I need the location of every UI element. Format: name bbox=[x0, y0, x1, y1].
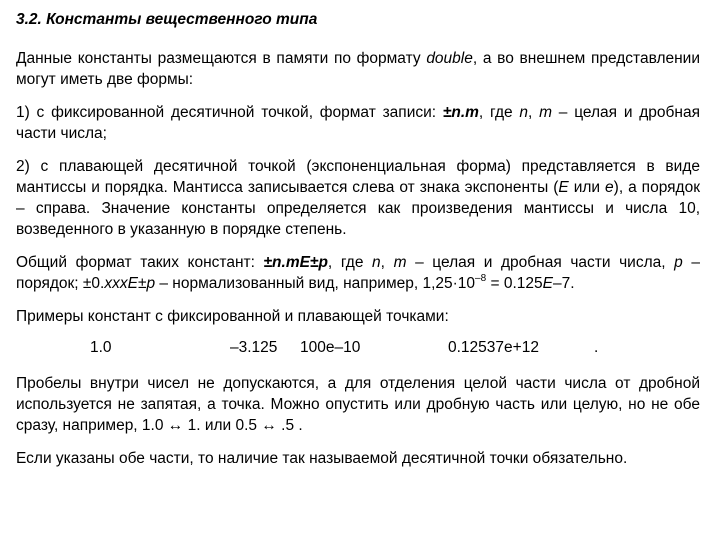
intro-text-2: , а во внешнем представлении могут иметь две формы: bbox=[16, 50, 700, 88]
float-text-2: или bbox=[568, 179, 606, 196]
fixed-format: ±n.m bbox=[442, 104, 479, 121]
gen-text-4: – целая и дробная части числа, bbox=[406, 254, 675, 271]
fixed-m: m bbox=[539, 104, 553, 121]
examples-row bbox=[16, 337, 700, 363]
fixed-text-3: , bbox=[528, 104, 540, 121]
paragraph-examples-intro: Примеры констант с фиксированной и плавающей точками: bbox=[16, 308, 449, 325]
example-2: –3.125 bbox=[230, 339, 278, 356]
gen-text-2: , где bbox=[327, 254, 373, 271]
float-E: E bbox=[558, 179, 569, 196]
gen-E: E bbox=[542, 275, 553, 292]
example-1: 1.0 bbox=[90, 339, 112, 356]
gen-text-6: – нормализованный вид, например, 1,25·10 bbox=[155, 275, 476, 292]
float-text-1: 2) с плавающей десятичной точкой (экспоненциальная форма) представляется в виде мантиссы и порядка. Мантисса записывается слева от знака экспоненты ( bbox=[16, 158, 700, 196]
section-heading: 3.2. Константы вещественного типа bbox=[16, 11, 318, 28]
intro-double: double bbox=[426, 50, 473, 67]
paragraph-decimal-point: Если указаны обе части, то наличие так называемой десятичной точки обязательно. bbox=[16, 450, 628, 467]
document-page bbox=[16, 10, 700, 481]
gen-text-5: – порядок; ±0. bbox=[16, 254, 700, 292]
gen-normalized: xxxE±p bbox=[104, 275, 156, 292]
fixed-text-2: , где bbox=[478, 104, 520, 121]
gen-n: n bbox=[372, 254, 381, 271]
fixed-n: n bbox=[519, 104, 529, 121]
gen-exponent: –8 bbox=[475, 272, 487, 284]
gen-text-7: = 0.125 bbox=[486, 275, 543, 292]
paragraph-spaces: Пробелы внутри чисел не допускаются, а для отделения целой части числа от дробной используется не запятая, а точка. Можно опустить или дробную часть или целую, но не обе сразу, например, 1.0 ↔ 1. или 0.5 ↔ .5 . bbox=[16, 375, 700, 434]
gen-p: p bbox=[674, 254, 683, 271]
float-text-3: ), а порядок – справа. Значение константы определяется как произведения мантиссы и числа 10, возведенного в указанную в порядке степень. bbox=[16, 179, 700, 238]
gen-text-3: , bbox=[380, 254, 394, 271]
example-5: . bbox=[594, 339, 599, 356]
gen-text-8: –7. bbox=[552, 275, 575, 292]
example-3: 100е–10 bbox=[300, 339, 361, 356]
fixed-text-4: – целая и дробная части числа; bbox=[16, 104, 700, 142]
gen-m: m bbox=[393, 254, 407, 271]
gen-text-1: Общий формат таких констант: bbox=[16, 254, 264, 271]
example-4: 0.12537е+12 bbox=[448, 339, 539, 356]
paragraph-fixed-point bbox=[16, 102, 700, 144]
paragraph-intro bbox=[16, 48, 700, 90]
fixed-text-1: 1) с фиксированной десятичной точкой, формат записи: bbox=[16, 104, 443, 121]
float-e: e bbox=[605, 179, 614, 196]
gen-format: ±n.mE±p bbox=[263, 254, 328, 271]
paragraph-floating-point bbox=[16, 156, 700, 240]
intro-text-1: Данные константы размещаются в памяти по формату bbox=[16, 50, 427, 67]
paragraph-general-format bbox=[16, 252, 700, 294]
